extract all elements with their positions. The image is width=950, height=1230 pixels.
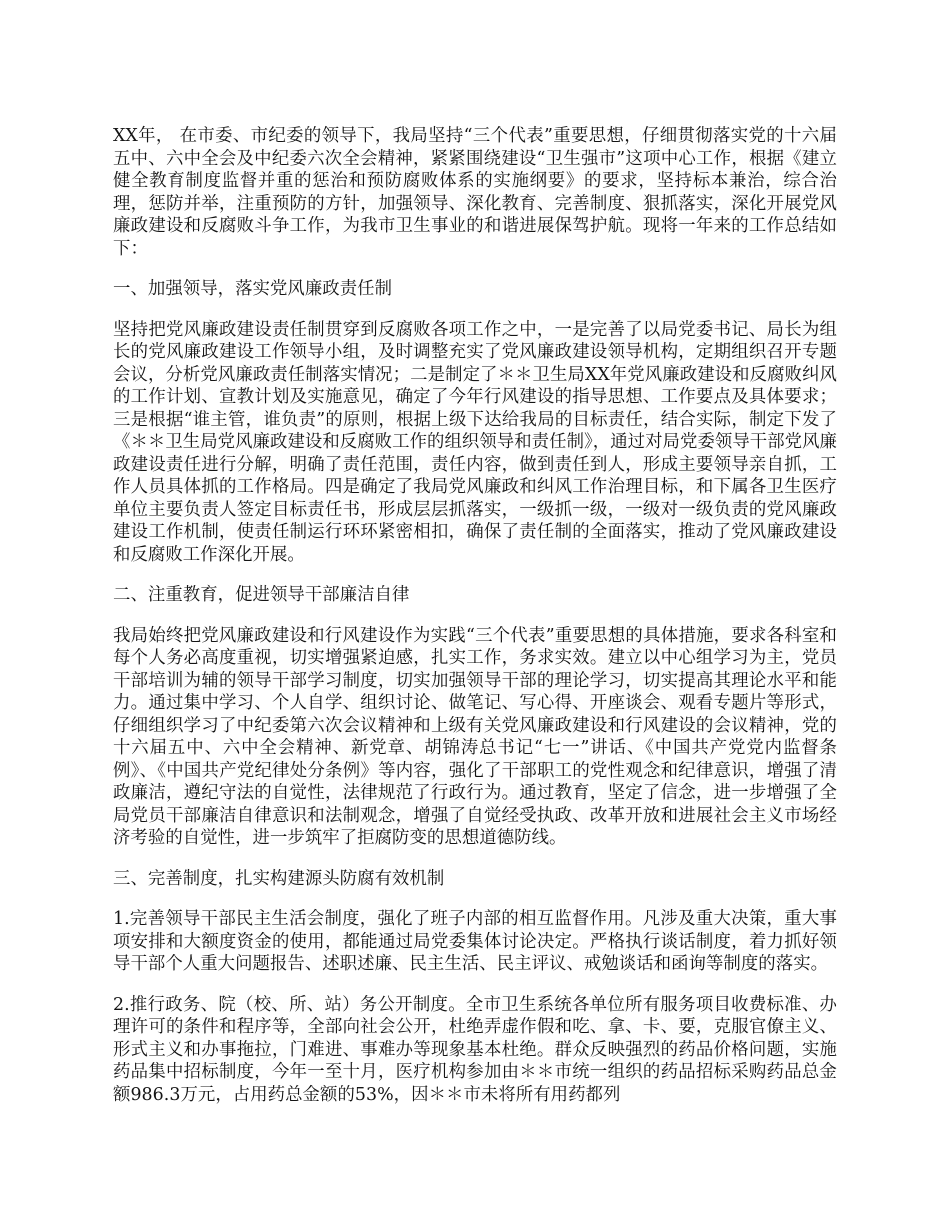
- section-heading-2: 二、注重教育，促进领导干部廉洁自律: [113, 585, 410, 605]
- section-2-paragraph: 我局始终把党风廉政建设和行风建设作为实践“三个代表”重要思想的具体措施，要求各科室和每个人务必高度重视，切实增强紧迫感，扎实工作，务求实效。建立以中心组学习为主，党员干部培训为辅的领导干部学习制度，切实加强领导干部的理论学习，切实提高其理论水平和能力。通过集中学习、个人自学、组织讨论、做笔记、写心得、开座谈会、观看专题片等形式，仔细组织学习了中纪委第六次会议精神和上级有关党风廉政建设和行风建设的会议精神，党的十六届五中、六中全会精神、新党章、胡锦涛总书记“七一”讲话、《中国共产党党内监督条例》、《中国共产党纪律处分条例》等内容，强化了干部职工的党性观念和纪律意识，增强了清政廉洁，遵纪守法的自觉性，法律规范了行政行为。通过教育，坚定了信念，进一步增强了全局党员干部廉洁自律意识和法制观念，增强了自觉经受执政、改革开放和进展社会主义市场经济考验的自觉性，进一步筑牢了拒腐防变的思想道德防线。: [113, 625, 837, 848]
- document-body: [113, 125, 837, 1124]
- intro-paragraph: XX年， 在市委、市纪委的领导下，我局坚持“三个代表”重要思想，仔细贯彻落实党的十六届五中、六中全会及中纪委六次全会精神，紧紧围绕建设“卫生强市”这项中心工作，根据《建立健全教育制度监督并重的惩治和预防腐败体系的实施纲要》的要求，坚持标本兼治，综合治理，惩防并举，注重预防的方针，加强领导、深化教育、完善制度、狠抓落实，深化开展党风廉政建设和反腐败斗争工作，为我市卫生事业的和谐进展保驾护航。现将一年来的工作总结如下：: [113, 126, 837, 259]
- section-1-paragraph: 坚持把党风廉政建设责任制贯穿到反腐败各项工作之中，一是完善了以局党委书记、局长为组长的党风廉政建设工作领导小组，及时调整充实了党风廉政建设领导机构，定期组织召开专题会议，分析党风廉政责任制落实情况；二是制定了＊＊卫生局XX年党风廉政建设和反腐败纠风的工作计划、宣教计划及实施意见，确定了今年行风建设的指导思想、工作要点及具体要求；三是根据“谁主管，谁负责”的原则，根据上级下达给我局的目标责任，结合实际，制定下发了《＊＊卫生局党风廉政建设和反腐败工作的组织领导和责任制》，通过对局党委领导干部党风廉政建设责任进行分解，明确了责任范围，责任内容，做到责任到人，形成主要领导亲自抓，工作人员具体抓的工作格局。四是确定了我局党风廉政和纠风工作治理目标，和下属各卫生医疗单位主要负责人签定目标责任书，形成层层抓落实，一级抓一级，一级对一级负责的党风廉政建设工作机制，使责任制运行环环紧密相扣，确保了责任制的全面落实，推动了党风廉政建设和反腐败工作深化开展。: [113, 319, 837, 565]
- section-3-item-1: 1.完善领导干部民主生活会制度，强化了班子内部的相互监督作用。凡涉及重大决策，重大事项安排和大额度资金的使用，都能通过局党委集体讨论决定。严格执行谈话制度，着力抓好领导干部个人重大问题报告、述职述廉、民主生活、民主评议、戒勉谈话和函询等制度的落实。: [113, 909, 837, 974]
- section-3-item-2: 2.推行政务、院（校、所、站）务公开制度。全市卫生系统各单位所有服务项目收费标准、办理许可的条件和程序等，全部向社会公开，杜绝弄虚作假和吃、拿、卡、要，克服官僚主义、形式主义和办事拖拉，门难进、事难办等现象基本杜绝。群众反映强烈的药品价格问题，实施药品集中招标制度，今年一至十月，医疗机构参加由＊＊市统一组织的药品招标采购药品总金额986.3万元，占用药总金额的53%，因＊＊市未将所有用药都列: [113, 994, 837, 1105]
- section-heading-3: 三、完善制度，扎实构建源头防腐有效机制: [113, 868, 445, 889]
- section-heading-1: 一、加强领导，落实党风廉政责任制: [113, 279, 393, 299]
